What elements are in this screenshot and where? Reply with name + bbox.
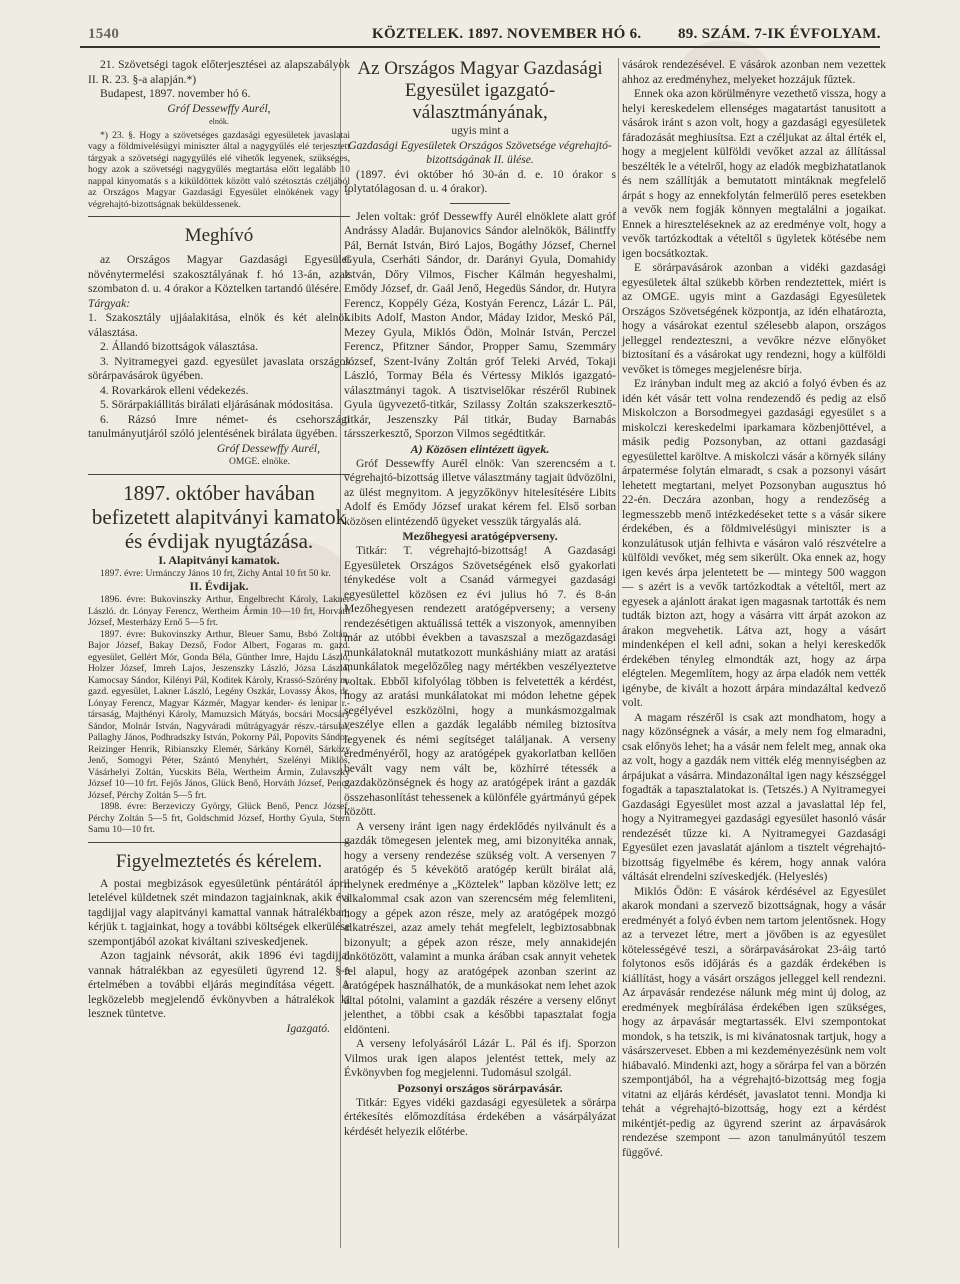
- meghivo-signer: Gróf Dessewffy Aurél,: [216, 441, 320, 455]
- page-header: [0, 26, 960, 48]
- page-number: 1540: [88, 26, 120, 42]
- figyelmeztetes-p1: A postai megbizások egyesületünk péntárától ápril letelével küldetnek szét mindazon tagjainknak, akik évi tagdijjal vagy alapitványi kamattal vannak hátralékban; kérjük t. tagjainkat, hogy a további költségek elkerülése szempontjából azokat kiváltani sziveskedjenek.: [88, 876, 350, 948]
- agenda-item: 1. Szakosztály ujjáalakitása, elnök és két alelnök választása.: [88, 311, 350, 339]
- section-divider: [88, 842, 350, 843]
- issue-info: 89. SZÁM. 7-IK ÉVFOLYAM.: [678, 26, 881, 42]
- column-left: [88, 58, 350, 1036]
- meghivo-signer-role: OMGE. elnöke.: [228, 456, 290, 467]
- paragraph: vásárok rendezésével. E vásárok azonban nem vezettek ahhoz az eredményhez, melyeket hozzájuk fűztek.: [622, 58, 886, 86]
- pozsony-text: Titkár: Egyes vidéki gazdasági egyesületek a sörárpa értékesítés előmozdítása érdekében a vásárpályázat kérdését helyezik előtérbe.: [344, 1095, 616, 1138]
- header-divider: [80, 46, 880, 48]
- signer-role: elnök.: [209, 117, 229, 126]
- alapitvanyi-heading: I. Alapitványi kamatok.: [158, 552, 280, 567]
- intro-text: 21. Szövetségi tagok előterjesztései az alapszabályok II. R. 23. §-a alapján.*): [88, 58, 350, 86]
- mezohegyes-heading: Mezőhegyesi aratógépverseny.: [402, 529, 558, 543]
- agenda-item: 2. Állandó bizottságok választása.: [100, 340, 259, 353]
- kamatok-title: 1897. október havában befizetett alapitványi kamatok és évdijak nyugtázása.: [91, 480, 347, 553]
- minutes-title: Az Országos Magyar Gazdasági Egyesület igazgató-választmányának,: [357, 58, 603, 123]
- evdij-1897: 1897. évre: Bukovinszky Arthur, Bleuer Samu, Bsbó Zoltán, Bajor József, Bakay Dezső, Fodor Albert, Fogaras m. gazd. egyesület, Gellért Mór, Gonda Béla, Günther Imre, Hajdu László, Holzer József, Imreh Lajos, Jeszenszky László, Józsa László, Kamocsay Sándor, Kilényi Pál, Koditek Károly, Krassó-Szörény m. gazd. egyesület, Lakner László, Legény Oszkár, Lovassy Ákos, dr. Lónyay Ferencz, Magyar Kázmér, Magyar kender- és lenipar r.-társaság, Majthényi Károly, Mamuzsich Mátyás, bocsári Mocsáry Sándor, Molnár István, Nagyváradi műtrágyagyár részv.-társulat, Pallaghy János, Podhradszky István, Pokorny Pál, Popovits Sándor, Reizinger Henrik, Ribianszky Elemér, Sárkány Kornél, Sárközy Jenő, Somogyi Péter, Szántó Menyhért, Szelényi Miklós, Vásárhelyi Zoltán, Yucskits Béla, Wertheim Ármin, Zulavszky József 10—10 frt. Fejős János, Glück Benő, Horváth József, Pencz József, Pérchy Zoltán 5—5 frt.: [88, 628, 350, 801]
- minutes-date: (1897. évi október hó 30-án d. e. 10 órakor s folytatólagosan d. u. 4 órakor).: [344, 167, 616, 195]
- paragraph: E sörárpavásárok azonban a vidéki gazdasági egyesületek által szükebb körben rendeztettek, miért is az OMGE. ugyis mint a Gazdasági Egyesületek Országos Szövetségének központja, az idén elhatározta, hogy a vásárokat ezentul szélesebb alapon, országos jelleggel rendezteszni, a vevőkre nézve előnyöket biztosítaní és a vásárokat ugy rendezni, hogy a külföldi vevőket is tömeges megjelenésre bírja.: [622, 261, 886, 376]
- place-date: Budapest, 1897. november hó 6.: [100, 87, 251, 100]
- meghivo-text: az Országos Magyar Gazdasági Egyesület növénytermelési szakosztályának f. hó 13-án, azaz szombaton d. u. 4 órakor a Köztelken tartandó ülésére.: [88, 253, 350, 295]
- section-divider: [88, 216, 350, 217]
- alapitvanyi-text: 1897. évre: Urmánczy János 10 frt, Zichy Antal 10 frt 50 kr.: [100, 567, 331, 579]
- evdij-1898: 1898. évre: Berzeviczy György, Glück Benő, Pencz József, Pérchy Zoltán 5—5 frt, Goldschmid József, Horthy Gyula, Stern Samu 10—10 frt.: [88, 801, 350, 835]
- paragraph: A magam részéről is csak azt mondhatom, hogy a nagy közönségnek a vásár, a mely nem fog elmaradni, csak előnyös lehet; ha a vásár nem felelt meg, annak oka az volt, hogy a gazdák nem vitték elég mennyiségben az árpájukat a vásárra. Mindazonáltal igen nagy készséggel fogadták a tapasztalatokat is. (Tetszés.) A Nyitramegyei Gazdasági Egyesület most azzal a javaslattal lép fel, hogy a Nyitramegyei gazdasági egyesület hasonló vásár rendezését tűzze ki. A Nyitramegyei Gazdasági Egyesület ezen javaslatát ajánlom a tisztelt végrehajtó-bizottság figyelmébe és kérem, hogy annak valóra váltását elrendelni szíveskedjék. (Helyeslés): [622, 710, 886, 883]
- mezohegyes-text-3: A verseny lefolyásáról Lázár L. Pál és ifj. Sporzon Vilmos urak igen alapos jelentést tettek, mely az Évkönyvben fog megjelenni. Tudomásul szolgál.: [344, 1037, 616, 1079]
- column-right: [622, 58, 886, 1160]
- paragraph: Miklós Ödön: E vásárok kérdésével az Egyesület akarok mondani a szervező bizottságnak, hogy a vásár eredményét a folyó évben nem tartom jelentősnek. Hogy az a tervezet létre, mert a jövőben is az egyesület kötelességévé teszi, a sörárpavásárokat 23-áig tartó folytonos esős időjárás és a gazdák érdekében is kiállítást, hogy a vásárt országos jelleggel kell rendezni. Az árpavásár rendezése nálunk még mint új dolog, az eredmények megbírálása érdekében igen szükséges, hogy az árpavásár megtartassék. Elvi szempontokat mondok, s ha tetszik, is mi kivánatosnak tartjuk, hogy a vásárszerveset. Ebben a mi kezdeményezésünk nem volt hiábavaló. Mindenki azt, hogy a sörárpa fel van a börzén szempontjából, ha a végrehajtó-bizottság meg fogja vitatni az eljárás kérdését, javaslatot tenni. Mondja ki tehát a végrehajtó-bizottság, hogy ezt a kérdést mikéntjét-pedig az ügyrend szerint az árpavásárok rendezése szempont — azon tanulmányútól teszem függővé.: [622, 884, 886, 1159]
- evdij-1896: 1896. évre: Bukovinszky Arthur, Engelbrecht Károly, Lakner László. dr. Lónyay Ferencz, Wertheim Ármin 10—10 frt, Horváth József, Mesterházy Ernő 5—5 frt.: [88, 594, 350, 628]
- pozsony-heading: Pozsonyi országos sörárpavásár.: [397, 1080, 563, 1095]
- figyelmeztetes-p2: Azon tagjaink névsorát, akik 1896 évi tagdijjal vannak hátralékban az egyesületi ügyrend 12. §-a értelmében a további eljárás megindítása végett. A legközelebb megjelendő évkönyvben a hátralékok ki lesznek tüntetve.: [88, 949, 350, 1020]
- agenda-item: 5. Sörárpakiállitás birálati eljárásának módositása.: [100, 398, 334, 411]
- meghivo-title: Meghívó: [184, 225, 254, 246]
- footnote: *) 23. §. Hogy a szövetséges gazdasági egyesületek javaslatai vagy a földmivelésügyi miniszter által a nagygyűlés elé terjesztett tárgyak a szövetségi nagygyűlés elé vihetők legyenek, szükséges, hogy azok a szövetségi nagygyűlés megtartása előtt legalább 10 nappal kinyomatás s a kiküldöttek között való szétosztás czéljából az Országos Magyar Gazdasági Egyesület elnökének vagy a végrehajtó-bizottságnak beküldessenek.: [88, 129, 350, 210]
- agenda-item: 6. Rázsó Imre német- és csehországi tanulmányutjáról szóló jelentésének birálata ügyében.: [88, 412, 350, 440]
- kozos-heading: A) Közösen elintézett ügyek.: [410, 441, 550, 456]
- evdijak-heading: II. Évdijak.: [189, 579, 249, 593]
- mezohegyes-text: Titkár: T. végrehajtó-bizottság! A Gazdasági Egyesületek Országos Szövetségének első gyakorlati ténykedése volt a Csanád vármegyei gazdasági egyesülettel közösen ez évi julius hó 7. és 8-án Mezőhegyesen rendezett aratógépverseny; a verseny rendezésétigen aktuálissá tették a viszonyok, amennyiben már az utóbbi években a tavaszszal a mezőgazdasági munkálatoknál mutatkozott munkáshiány miatt az aratási munkálatok megelőzőleg nagy mértékben veszélyeztetve voltak. Ebből kifolyólag többen is felvetették a kérdést, hogy az aratási munkálatokat mi módon lehetne gépek segélyével eszközölni, hogy a munkásmozgalmak veszélye ellen a gazdák legalább némileg biztosítva legyenek és némi segítséget találjanak. A verseny eredményéről, hogy az aratógépek gyakorlatban kellően bevált vagy nem vált be, közhírré tétessék a gazdaközönségnek és hogy az aratógépek iránt a gazdák összehasonlítást tehessenek a különféle gyártmányú gépek között.: [344, 544, 616, 818]
- minutes-org: Gazdasági Egyesületek Országos Szövetsége végrehajtó-bizottságának II. ülése.: [348, 138, 612, 166]
- targyak-label: Tárgyak:: [88, 296, 131, 310]
- paragraph: Ez irányban indult meg az akció a folyó évben és az idén két vásár tett volna rendezendő és pedig az első Miskolczon a Borsodmegyei gazdasági egyesület s a miskolczi kereskedelmi iparkamara közbenjöttével, a másik pedig Pozsonyban, az ottani gazdasági egyesülettel karöltve. A miskolczi vásár a környék silány árpatermése folytán elmaradt, s csak a pozsonyi vásárt lehetett megtartani, melyet Pozsonyban augusztus hó 22-én. Deczára azonban, hogy a rendezőség a legmesszebb menő intézkedéseket tette s a vásár sikere érdekében, és a földmivelésügyi miniszter is a konzulátusok utján felhivta e vásáron való részvételre a külföldi vevőket, még sem sikerült. Oka ennek az, hogy igen kevés árpa jelentetett be — mintegy 500 waggon — s azért is a vevők tartózkodtak a vételtől, mert az egyesek a ajánlott árakat igen magasnak tartották és nem tudták bizton azt, hogy a vásárra vitt árpát azokon az árakon megvehetik. Látva azt, hogy a vásárt mindenképen el kell adni, sokan a helyi kereskedők érdekében tényleg elmondták azt, hogy az árpa elégtelen. Megemlítem, hogy az árpa eladók nem vették igénybe, de kivált a hozott árpára mindazáltal kedvező volt.: [622, 377, 887, 709]
- publication-title: KÖZTELEK. 1897. NOVEMBER HÓ 6.: [372, 26, 642, 42]
- agenda-item: 4. Rovarkárok elleni védekezés.: [100, 383, 249, 397]
- kozos-text: Gróf Dessewffy Aurél elnök: Van szerencsém a t. végrehajtó-bizottság illetve választmány tagjait üdvözölni, az ülést megnyitom. A jegyzőkönyv hitelesítésére Libits Adolf és Emődy József urakat kérem fel. Első sorban közösen elintézendő ügyeket vesszük tárgyalás alá.: [344, 456, 616, 528]
- figyelmeztetes-sign: Igazgató.: [286, 1021, 330, 1035]
- minutes-mint: ugyis mint a: [451, 124, 509, 137]
- paragraph: Ennek oka azon körülményre vezethető vissza, hogy a helyi kereskedelem ellenséges magatartást tanusitott a vásárok iránt s azon volt, hogy a gazdasági egyesületek fáradozását meghiusítsa. Ezt a czéljukat az által érték el, hogy a megjelent külföldi vevőket azzal az állítással beszélték le a vételről, hogy az eladók megbizhatatlanok és nem szállítják a bemutatott mintáknak megfelelő árpát s hogy az ennekfolytán felmerülő peres esetekben a vevők nem fogják könnyen megtalálni a jogaikat. Ennek a hireszteléseknek az az eredménye volt, hogy a vevők tartózkodtak a vételtől s ügyletek kötésébe nem igen bocsátkoztak.: [622, 87, 886, 260]
- signer-name: Gróf Dessewffy Aurél,: [167, 101, 271, 115]
- figyelmeztetes-title: Figyelmeztetés és kérelem.: [115, 850, 323, 872]
- section-divider: [88, 474, 350, 475]
- mezohegyes-text-2: A verseny iránt igen nagy érdeklődés nyilvánult és a gazdák tömegesen jelentek meg, ami bizonyitéka annak, hogy a verseny rendezése szükség volt. A versenyen 7 aratógép és 5 kévekötő aratógép került birálat alá, melynek eredménye a „Köztelek" lapban közölve lett; ez alkalommal csak azon van szerencsém még felemliteni, hogy a gépek azon része, mely az aratógépek mozgó alkatrészei, azaz amely tehát megfelelt, legbiztosabbnak bizonyult; a gépek azon része, mely annakidején önkötözött, valamint a munka árában csak annyit vehetek fel alapul, hogy az aratógépek azonban szerint az aratógépek használhatók, de a munkásokat nem lehet azok által pótolni, valamint a gazdák részére a verseny előnyt jelenthet, a többi csak a későbbi tapasztalat fogja eldönteni.: [344, 819, 616, 1036]
- column-divider: [618, 58, 619, 1248]
- agenda-item: 3. Nyitramegyei gazd. egyesület javaslata országos sörárpavásárok ügyében.: [88, 354, 350, 382]
- attendees: Jelen voltak: gróf Dessewffy Aurél elnöklete alatt gróf Andrássy Aladár. Bujanovics Sándor alelnökök, Bálintffy Pál, Bernát István, Biró Lajos, Bogáthy József, Chernel Gyula, Cserháti Sándor, dr. Darányi Gyula, Domahidy István, Dőry Vilmos, Fischer Kálmán hegyeshalmi, Emődy József, dr. Gaál Jenő, Hegedüs Sándor, dr. Hutyra Ferencz, Koppély Géza, Kostyán Ferencz, Lázár L. Pál, Libits Adolf, Maston Andor, Máday Izidor, Meskó Pál, Mezey Gyula, Miklós Ödön, Molnár István, Perczel Ferencz, Pfitzner Sándor, Propper Samu, Szemmáry József, Szent-Ivány Zoltán gróf Teleki Arvéd, Tokaji László, Tormay Béla és Vértessy Miklós igazgató-választmányi tagok. A tisztviselőkar részéről Rubinek Gyula ügyvezető-titkár, Szilassy Zoltán szakszerkesztő-titkár, Jeszenszky Pál titkár, Buday Barnabás társszerkesztő, Sporzon Vilmos segédtitkár.: [344, 209, 616, 440]
- column-middle: [344, 58, 616, 1139]
- short-divider: [450, 203, 510, 204]
